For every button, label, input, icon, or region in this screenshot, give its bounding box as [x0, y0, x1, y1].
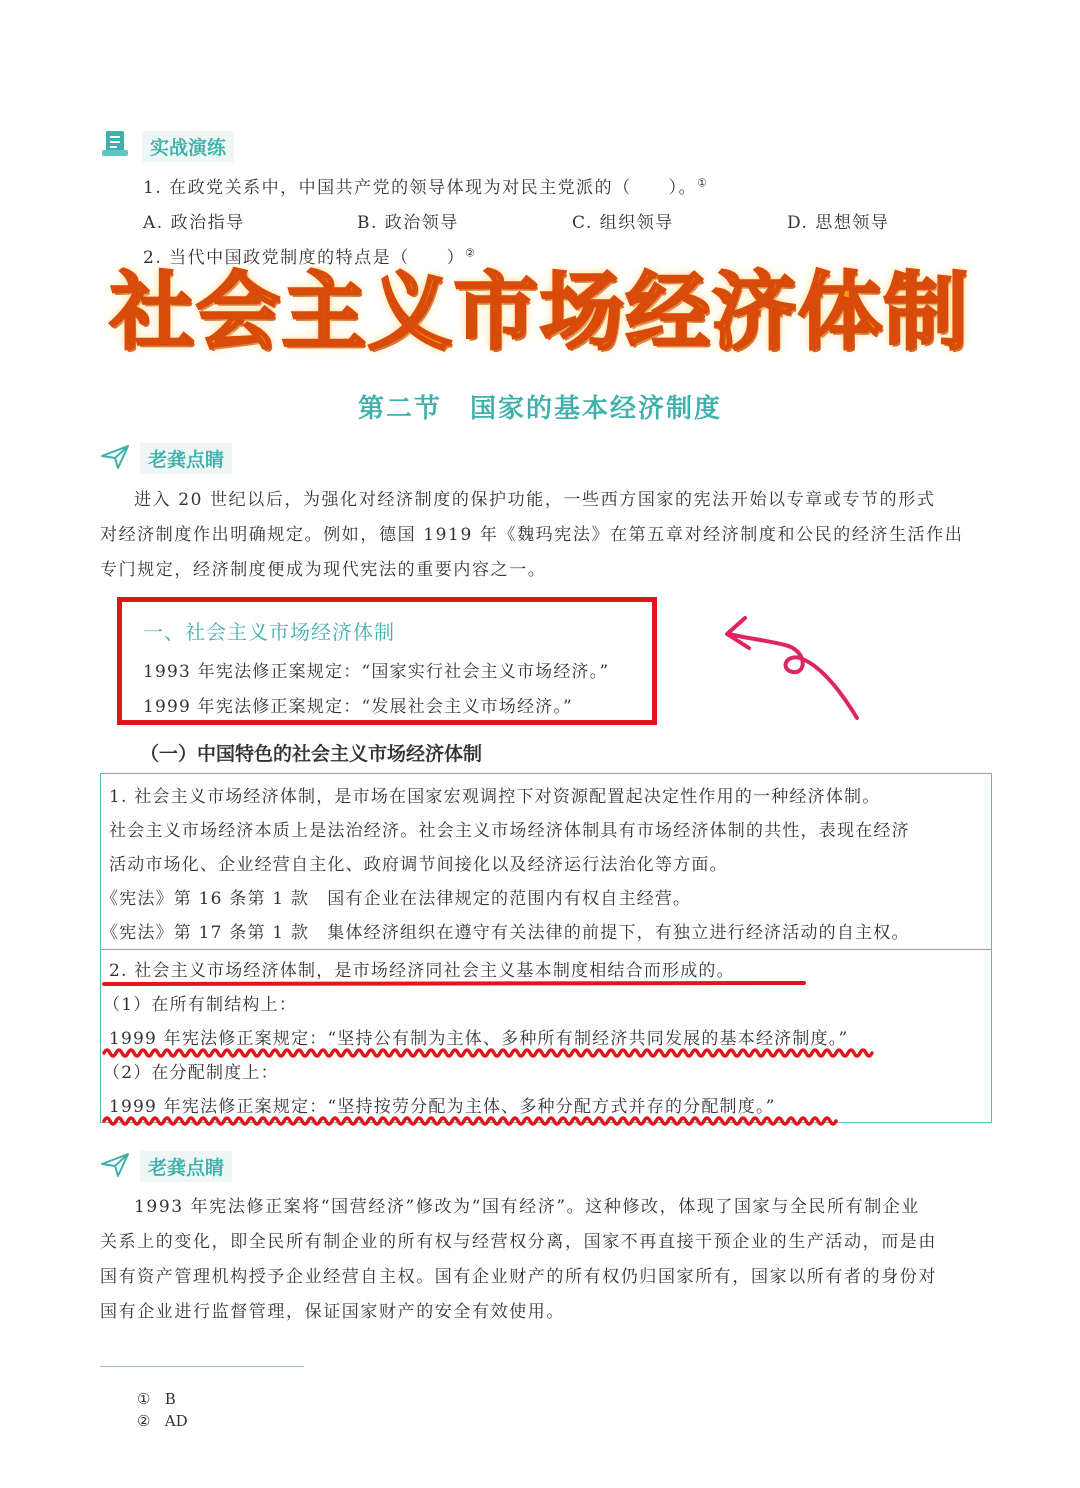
paper-plane-icon — [100, 444, 130, 474]
note1-line: 进入 20 世纪以后，为强化对经济制度的保护功能，一些西方国家的宪法开始以专章或专节的形式 — [134, 490, 936, 510]
box-line: 1. 社会主义市场经济体制，是市场在国家宏观调控下对资源配置起决定性作用的一种经济体制。 — [109, 787, 881, 807]
box-line: 活动市场化、企业经营自主化、政府调节间接化以及经济运行法治化等方面。 — [109, 855, 728, 875]
box-line: 社会主义市场经济本质上是法治经济。社会主义市场经济体制具有市场经济体制的共性，表现在经济 — [109, 821, 910, 841]
footnote-1 — [137, 1390, 176, 1408]
question-2-text: 2. 当代中国政党制度的特点是（ ） — [143, 248, 466, 268]
footnote-mark: ② — [137, 1412, 151, 1430]
footnote-ref-2: ② — [465, 246, 477, 260]
note2-paragraph — [100, 1190, 992, 1330]
box-line: 《宪法》第 16 条第 1 款 国有企业在法律规定的范围内有权自主经营。 — [101, 889, 692, 909]
q1-option-c: C. 组织领导 — [572, 213, 674, 233]
box-line-wavy: 1999 年宪法修正案规定：“坚持按劳分配为主体、多种分配方式并存的分配制度。” — [109, 1097, 776, 1117]
box-line-underlined: 2. 社会主义市场经济体制，是市场经济同社会主义基本制度相结合而形成的。 — [109, 961, 735, 981]
q1-option-d: D. 思想领导 — [787, 213, 890, 233]
note1-label: 老龚点睛 — [140, 443, 232, 474]
subsection-heading: （一）中国特色的社会主义市场经济体制 — [140, 743, 483, 765]
section1-line: 1999 年宪法修正案规定：“发展社会主义市场经济。” — [143, 697, 573, 717]
note2-line: 国有资产管理机构授予企业经营自主权。国有企业财产的所有权仍归国家所有，国家以所有者的身份对 — [100, 1267, 937, 1287]
practice-header — [100, 128, 234, 164]
section1-title: 一、社会主义市场经济体制 — [143, 620, 395, 644]
question-1-text: 1. 在政党关系中，中国共产党的领导体现为对民主党派的（ ）。 — [143, 178, 698, 198]
practice-label: 实战演练 — [142, 131, 234, 162]
footnote-2 — [137, 1412, 188, 1430]
note1-header — [100, 443, 232, 474]
arrow-annotation-icon — [715, 610, 875, 730]
chapter-title: 第二节 国家的基本经济制度 — [357, 394, 722, 424]
note1-paragraph — [100, 483, 992, 588]
box-line-wavy: 1999 年宪法修正案规定：“坚持公有制为主体、多种所有制经济共同发展的基本经济制度。” — [109, 1029, 849, 1049]
note2-line: 1993 年宪法修正案将“国营经济”修改为“国有经济”。这种修改，体现了国家与全民所有制企业 — [134, 1197, 921, 1217]
banner-title: 社会主义市场经济体制 — [109, 263, 970, 361]
box-divider — [101, 949, 991, 950]
footnote-rule — [100, 1366, 304, 1367]
footnote-text: AD — [164, 1412, 188, 1430]
q1-option-b: B. 政治领导 — [357, 213, 459, 233]
note1-line: 对经济制度作出明确规定。例如，德国 1919 年《魏玛宪法》在第五章对经济制度和公民的经济生活作出 — [100, 525, 964, 545]
note2-label: 老龚点睛 — [140, 1151, 232, 1182]
paper-plane-icon — [100, 1152, 130, 1182]
footnote-ref-1: ① — [697, 176, 709, 190]
question-1 — [143, 173, 709, 198]
note2-header — [100, 1151, 232, 1182]
red-wavy-underline — [100, 1112, 845, 1130]
note1-line: 专门规定，经济制度便成为现代宪法的重要内容之一。 — [100, 560, 547, 580]
red-underline — [100, 978, 810, 990]
document-icon — [100, 128, 132, 164]
red-wavy-underline — [100, 1044, 880, 1062]
section1-line: 1993 年宪法修正案规定：“国家实行社会主义市场经济。” — [143, 662, 610, 682]
note2-line: 关系上的变化，即全民所有制企业的所有权与经营权分离，国家不再直接干预企业的生产活动，而是由 — [100, 1232, 937, 1252]
footnote-text: B — [164, 1390, 176, 1408]
footnote-mark: ① — [137, 1390, 151, 1408]
note2-line: 国有企业进行监督管理，保证国家财产的安全有效使用。 — [100, 1302, 565, 1322]
q1-option-a: A. 政治指导 — [143, 213, 245, 233]
box-line: （1）在所有制结构上： — [103, 995, 298, 1015]
box-line: 《宪法》第 17 条第 1 款 集体经济组织在遵守有关法律的前提下，有独立进行经济活动的自主权。 — [101, 923, 910, 943]
box-line: （2）在分配制度上： — [103, 1063, 279, 1083]
